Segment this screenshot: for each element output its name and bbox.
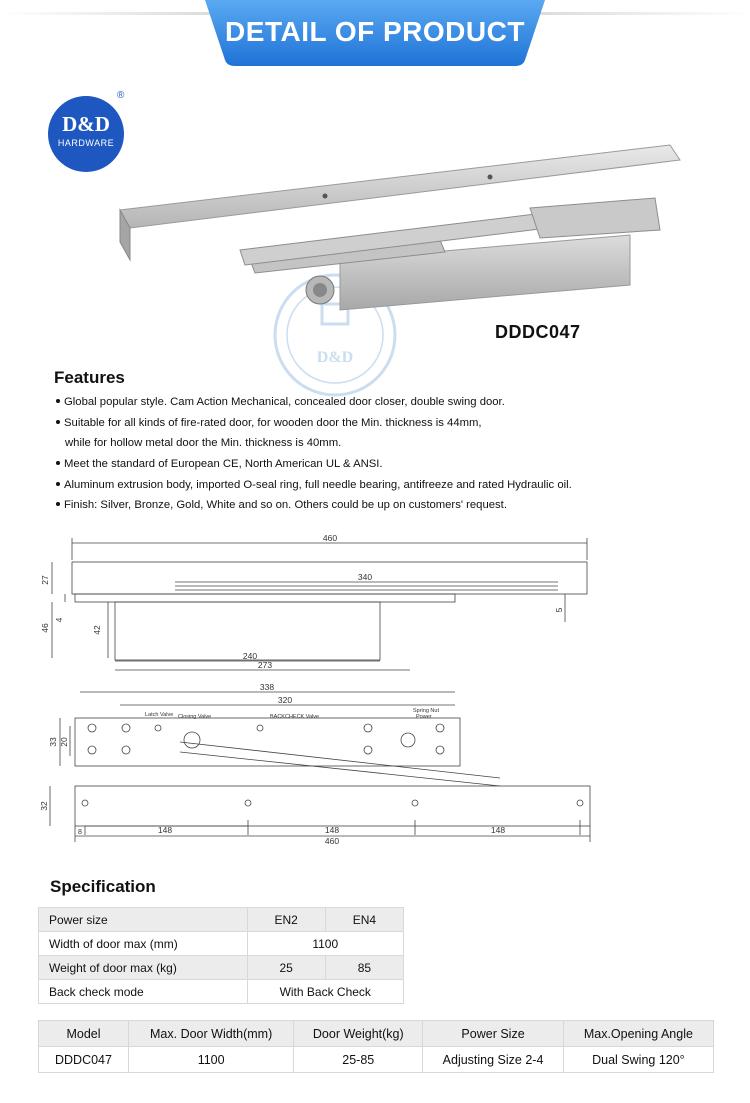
- dim-32: 32: [39, 801, 49, 811]
- feature-item: Suitable for all kinds of fire-rated door, for wooden door the Min. thickness is 44mm,: [56, 417, 482, 429]
- label-spring-nut: Spring Nut: [413, 708, 439, 714]
- dim-8: 8: [78, 829, 82, 836]
- feature-item: Finish: Silver, Bronze, Gold, White and so on. Others could be up on customers' request.: [56, 499, 507, 511]
- table-header-cell: Model: [39, 1021, 129, 1047]
- specification-heading: Specification: [50, 877, 156, 896]
- dim-320: 320: [277, 695, 293, 705]
- logo-main-text: D&D: [62, 112, 110, 136]
- table-cell: Weight of door max (kg): [39, 956, 248, 980]
- table-row: [39, 908, 404, 932]
- table-header-cell: Max.Opening Angle: [563, 1021, 713, 1047]
- logo-sub-text: HARDWARE: [57, 138, 115, 148]
- dim-240: 240: [242, 651, 258, 661]
- dim-338: 338: [259, 682, 275, 692]
- table-header-cell: Max. Door Width(mm): [128, 1021, 293, 1047]
- dim-273: 273: [257, 660, 273, 670]
- dim-460-top: 460: [322, 533, 338, 543]
- table-cell: Dual Swing 120°: [563, 1047, 713, 1073]
- dim-33: 33: [48, 737, 58, 747]
- table-cell: Width of door max (mm): [39, 932, 248, 956]
- table-header-cell: Power Size: [423, 1021, 564, 1047]
- table-cell: EN4: [325, 908, 403, 932]
- table-cell: Adjusting Size 2-4: [423, 1047, 564, 1073]
- dim-148-a: 148: [157, 825, 173, 835]
- dim-148-b: 148: [324, 825, 340, 835]
- registered-mark: ®: [117, 90, 125, 101]
- label-backcheck-valve: BACKCHECK Valve: [270, 714, 320, 720]
- table-cell: Back check mode: [39, 980, 248, 1004]
- table-cell: Power size: [39, 908, 248, 932]
- product-model-code: DDDC047: [495, 322, 581, 342]
- door-closer-product-image: [110, 140, 690, 330]
- dim-20: 20: [59, 737, 69, 747]
- table-row: [39, 932, 404, 956]
- dim-340: 340: [357, 572, 373, 582]
- label-latch-valve: Latch Valve: [145, 712, 174, 718]
- dim-46: 46: [40, 623, 50, 633]
- feature-item-continuation: while for hollow metal door the Min. thickness is 40mm.: [65, 437, 342, 449]
- dim-460-bottom: 460: [324, 836, 340, 846]
- technical-drawing: [30, 530, 710, 850]
- dim-4: 4: [54, 617, 64, 623]
- specification-table: [38, 907, 404, 1004]
- feature-item: Aluminum extrusion body, imported O-seal ring, full needle bearing, antifreeze and rated Hydraulic oil.: [56, 479, 572, 491]
- table-cell: 25-85: [294, 1047, 423, 1073]
- table-cell: With Back Check: [247, 980, 404, 1004]
- table-row: [39, 956, 404, 980]
- dim-42: 42: [92, 625, 102, 635]
- dim-148-c: 148: [490, 825, 506, 835]
- feature-item: Global popular style. Cam Action Mechanical, concealed door closer, double swing door.: [56, 396, 505, 408]
- model-table: [38, 1020, 714, 1073]
- table-row: [39, 1047, 714, 1073]
- label-power: Power: [416, 714, 432, 720]
- table-cell: 1100: [247, 932, 404, 956]
- table-cell: 85: [325, 956, 403, 980]
- feature-item: Meet the standard of European CE, North American UL & ANSI.: [56, 458, 383, 470]
- banner-title: DETAIL OF PRODUCT: [225, 16, 525, 47]
- features-heading: Features: [54, 368, 125, 387]
- table-header-row: [39, 1021, 714, 1047]
- table-cell: 1100: [128, 1047, 293, 1073]
- table-cell: EN2: [247, 908, 325, 932]
- dim-27: 27: [40, 575, 50, 585]
- dim-5: 5: [554, 607, 564, 613]
- table-cell: DDDC047: [39, 1047, 129, 1073]
- table-cell: 25: [247, 956, 325, 980]
- svg-text:D&D: D&D: [316, 349, 354, 366]
- label-closing-valve: Closing Valve: [178, 714, 212, 720]
- table-row: [39, 980, 404, 1004]
- table-header-cell: Door Weight(kg): [294, 1021, 423, 1047]
